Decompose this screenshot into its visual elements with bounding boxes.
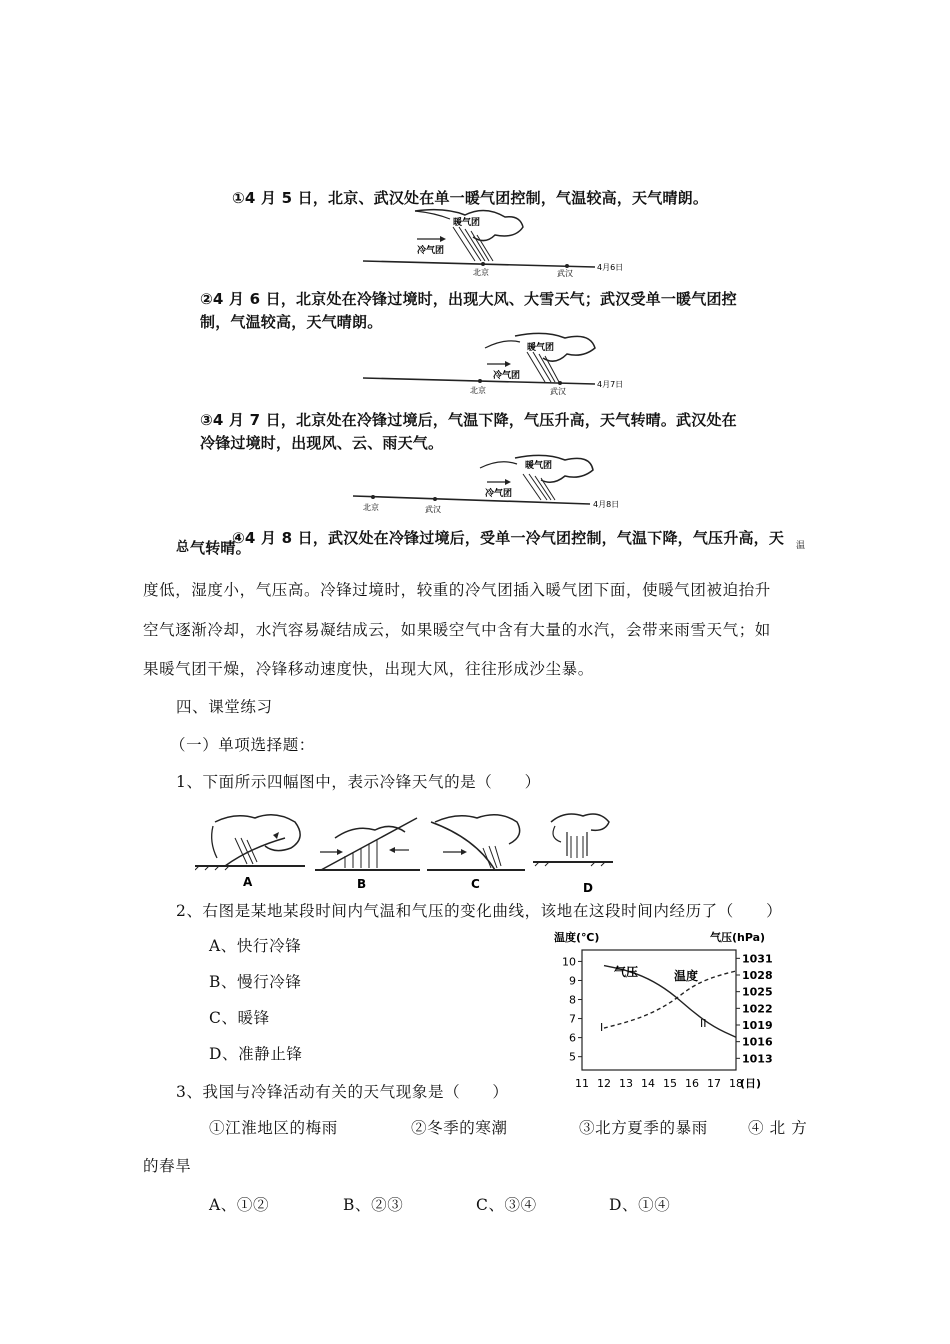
step-3-line1: ③4 月 7 日，北京处在冷锋过境后，气温下降，气压升高，天气转晴。武汉处在 bbox=[200, 411, 737, 429]
chart-region-label-1: I bbox=[600, 1021, 604, 1034]
q2-option-a: A、快行冷锋 bbox=[209, 937, 302, 955]
q1-figure-a bbox=[195, 815, 305, 870]
d3-city2: 武汉 bbox=[425, 505, 441, 514]
chart-x-tick-label: 18 bbox=[729, 1077, 743, 1090]
q2-option-b: B、慢行冷锋 bbox=[209, 973, 302, 991]
q1-figures bbox=[195, 808, 615, 896]
q1-label-b: B bbox=[357, 877, 367, 891]
chart-x-tick-label: 14 bbox=[641, 1077, 655, 1090]
chart-left-tick-label: 6 bbox=[569, 1031, 576, 1045]
q1-figure-b bbox=[315, 818, 420, 870]
step-2-line2: 制，气温较高，天气晴朗。 bbox=[200, 313, 383, 331]
d1-city2: 武汉 bbox=[557, 269, 573, 277]
step-4-line2: 气转晴。 bbox=[190, 539, 251, 557]
chart-right-tick-label: 1031 bbox=[742, 952, 773, 966]
q1-figure-d bbox=[533, 814, 613, 866]
chart-x-tick-label: 13 bbox=[619, 1077, 633, 1090]
d2-cold-label: 冷气团 bbox=[493, 371, 521, 381]
chart-right-tick-label: 1016 bbox=[742, 1035, 773, 1049]
paragraph-line-1: 度低，湿度小，气压高。冷锋过境时，较重的冷气团插入暖气团下面，使暖气团被迫抬升 bbox=[143, 581, 771, 599]
paragraph-line-2: 空气逐渐冷却，水汽容易凝结成云，如果暖空气中含有大量的水汽，会带来雨雪天气；如 bbox=[143, 621, 771, 639]
chart-right-tick-label: 1028 bbox=[742, 969, 773, 982]
q2-option-d: D、准静止锋 bbox=[209, 1045, 303, 1063]
q3-answer-d: D、①④ bbox=[609, 1196, 671, 1214]
d2-date: 4月7日 bbox=[597, 380, 624, 389]
d3-date: 4月8日 bbox=[593, 500, 620, 509]
step-4-line1: ④4 月 8 日，武汉处在冷锋过境后，受单一冷气团控制，气温下降，气压升高，天 bbox=[232, 529, 785, 547]
q3-answer-c: C、③④ bbox=[476, 1196, 537, 1214]
q3-answer-b: B、②③ bbox=[343, 1196, 404, 1214]
chart-right-tick-label: 1013 bbox=[742, 1052, 773, 1066]
chart-left-tick-label: 9 bbox=[569, 974, 576, 988]
q2-option-c: C、暖锋 bbox=[209, 1009, 270, 1027]
chart-right-tick-label: 1025 bbox=[742, 985, 773, 999]
front-diagram-1 bbox=[355, 205, 635, 277]
front-diagram-2 bbox=[355, 328, 635, 400]
chart-ylabel-right: 气压(hPa) bbox=[710, 931, 766, 944]
chart-xlabel: (日) bbox=[740, 1077, 762, 1090]
step-3-line2: 冷锋过境时，出现风、云、雨天气。 bbox=[200, 434, 444, 452]
d1-cold-label: 冷气团 bbox=[417, 246, 445, 256]
front-diagram-3 bbox=[345, 452, 635, 516]
q3-stem: 3、我国与冷锋活动有关的天气现象是（ ） bbox=[176, 1083, 509, 1101]
chart-x-tick-label: 15 bbox=[663, 1077, 677, 1090]
d3-warm-label: 暖气团 bbox=[525, 461, 553, 471]
q1-stem: 1、下面所示四幅图中，表示冷锋天气的是（ ） bbox=[176, 773, 541, 791]
d1-warm-label: 暖气团 bbox=[453, 218, 481, 228]
d3-city1: 北京 bbox=[363, 503, 379, 512]
chart-right-tick-label: 1019 bbox=[742, 1019, 773, 1032]
step-4-prefix: 总 bbox=[176, 540, 190, 555]
chart-series-label-pressure: 气压 bbox=[614, 965, 639, 979]
step-2-line1: ②4 月 6 日，北京处在冷锋过境时，出现大风、大雪天气；武汉受单一暖气团控 bbox=[200, 290, 737, 308]
q2-chart bbox=[548, 928, 788, 1092]
d1-date: 4月6日 bbox=[597, 263, 624, 272]
chart-series-label-temperature: 温度 bbox=[674, 969, 699, 983]
chart-x-tick-label: 11 bbox=[575, 1077, 589, 1090]
d1-city1: 北京 bbox=[473, 268, 489, 277]
step-1: ①4 月 5 日，北京、武汉处在单一暖气团控制，气温较高，天气晴朗。 bbox=[232, 189, 709, 207]
d3-cold-label: 冷气团 bbox=[485, 489, 513, 499]
chart-plot-frame bbox=[582, 950, 736, 1070]
chart-left-tick-label: 5 bbox=[569, 1050, 576, 1064]
d2-city2: 武汉 bbox=[550, 387, 566, 396]
q1-label-d: D bbox=[583, 881, 593, 895]
chart-ylabel-left: 温度(℃) bbox=[554, 931, 600, 944]
edge-mark: 温 bbox=[796, 541, 806, 551]
chart-left-tick-label: 7 bbox=[569, 1012, 576, 1026]
q2-stem: 2、右图是某地某段时间内气温和气压的变化曲线，该地在这段时间内经历了（ ） bbox=[176, 902, 783, 920]
paragraph-line-3: 果暖气团干燥，冷锋移动速度快，出现大风，往往形成沙尘暴。 bbox=[143, 660, 594, 678]
chart-series-temperature-line bbox=[604, 971, 736, 1028]
q3-option-1: ①江淮地区的梅雨 bbox=[209, 1119, 338, 1137]
q3-option-3: ③北方夏季的暴雨 bbox=[579, 1119, 708, 1137]
q3-answer-a: A、①② bbox=[209, 1196, 270, 1214]
chart-x-tick-label: 16 bbox=[685, 1077, 699, 1090]
chart-right-tick-label: 1022 bbox=[742, 1002, 773, 1016]
chart-x-tick-label: 17 bbox=[707, 1077, 721, 1090]
q3-option-2: ②冬季的寒潮 bbox=[411, 1119, 508, 1137]
q1-label-a: A bbox=[243, 875, 253, 889]
q1-label-c: C bbox=[471, 877, 480, 891]
d2-city1: 北京 bbox=[470, 386, 486, 395]
section-heading: 四、课堂练习 bbox=[176, 698, 273, 716]
chart-x-tick-label: 12 bbox=[597, 1077, 611, 1090]
q3-option-4-part1: ④ 北 方 bbox=[748, 1119, 808, 1137]
d2-warm-label: 暖气团 bbox=[527, 343, 555, 353]
q3-option-4-part2: 的春旱 bbox=[143, 1157, 192, 1175]
chart-left-tick-label: 8 bbox=[569, 993, 576, 1007]
chart-left-tick-label: 10 bbox=[562, 955, 576, 969]
chart-region-label-2: II bbox=[700, 1017, 707, 1030]
q1-figure-c bbox=[427, 815, 525, 870]
section-subheading: （一）单项选择题： bbox=[170, 736, 315, 754]
